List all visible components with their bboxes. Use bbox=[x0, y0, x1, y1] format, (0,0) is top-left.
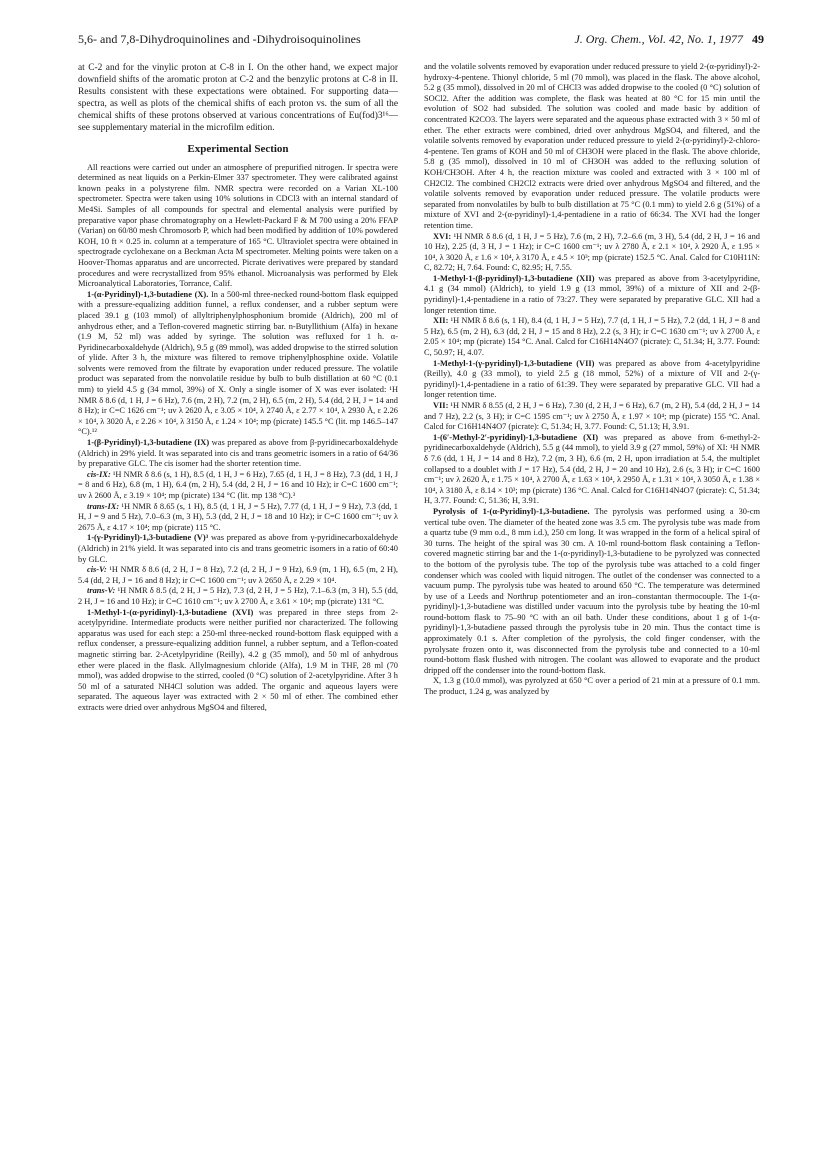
xvi-data-paragraph bbox=[424, 232, 760, 274]
pyrolysis-body: The pyrolysis was performed using a 30-cm vertical tube oven. The diameter of the heated zone was 3.5 cm. The pyrolysis tube was made from a quartz tube (9 mm o.d., 8 mm i.d.), 250 cm long. It was wrapped in the form of a helical spiral of 30 turns. The height of the spiral was 30 cm. A 10-ml round-bottom flask containing a Teflon-covered magnetic stirring bar and the 1-(α-pyridinyl)-1,3-butadiene to be pyrolyzed was connected to the bottom of the pyrolysis tube. The top of the pyrolysis tube was attached to a cold finger condenser which was cooled with liquid nitrogen. The outlet of the condenser was connected to a vacuum pump. The pyrolysis tube was heated to around 650 °C. The temperature was determined by use of a Leeds and Northrup potentiometer and an iron–constantan thermocouple. The 1-(α-pyridinyl)-1,3-butadiene was distilled under vacuum into the pyrolysis tube by heating the 10-ml round-bottom flask to 75–90 °C with an oil bath. Under these conditions, about 1 g of 1-(α-pyridinyl)-1,3-butadiene passed through the pyrolysis tube in 20 min. Thus the contact time is approximately 0.1 s. After completion of the pyrolysis, the cold finger condenser, with the pyrolysate frozen onto it, was disconnected from the pyrolysis tube and connected to a 10-ml round-bottom flask flushed with nitrogen. The coolant was allowed to evaporate and the product dripped off the condenser into the round-bottom flask. bbox=[424, 506, 760, 675]
vii-data-paragraph bbox=[424, 401, 760, 433]
running-title: 5,6- and 7,8-Dihydroquinolines and -Dihydroisoquinolines bbox=[78, 32, 361, 46]
compound-x-title: 1-(α-Pyridinyl)-1,3-butadiene (X). bbox=[87, 289, 209, 299]
xii-data-body: ¹H NMR δ 8.6 (s, 1 H), 8.4 (d, 1 H, J = 5 Hz), 7.7 (d, 1 H, J = 5 Hz), 7.2 (dd, 1 H, J = 8 and 5 Hz), 6.5 (m, 2 H), 6.3 (dd, 2 H, J = 15 and 8 Hz), 2.2 (s, 3 H); ir C=C 1630 cm⁻¹; uv λ 2700 Å, ε 2.05 × 10⁴; mp (picrate) 154 °C. Anal. Calcd for C16H14N4O7 (picrate): C, 51.34; H, 3.77. Found: C, 50.97; H, 4.07. bbox=[424, 316, 760, 358]
compound-ix-body: was prepared as above from β-pyridinecarboxaldehyde (Aldrich) in 29% yield. It was separated into cis and trans geometric isomers in a ratio of 64/36 by preparative GLC. The cis isomer had the shorter retention time. bbox=[78, 438, 398, 469]
trans-v-body: ¹H NMR δ 8.5 (d, 2 H, J = 5 Hz), 7.3 (d, 2 H, J = 5 Hz), 7.1–6.3 (m, 3 H), 5.5 (dd, 2 H, J = 16 and 10 Hz); ir C=C 1610 cm⁻¹; uv λ 2700 Å, ε 3.61 × 10⁴; mp (picrate) 131 °C. bbox=[78, 586, 398, 606]
compound-xii-title: 1-Methyl-1-(β-pyridinyl)-1,3-butadiene (XII) bbox=[433, 273, 595, 283]
cis-ix-title: cis-IX: bbox=[87, 469, 111, 479]
compound-vii-paragraph bbox=[424, 359, 760, 401]
trans-ix-title: trans-IX: bbox=[87, 501, 120, 511]
compound-vii-body: was prepared as above from 4-acetylpyridine (Reilly), 4.0 g (33 mmol), to yield 2.5 g (18 mmol, 52%) of a mixture of VII and 2-(γ-pyridinyl)-1,4-pentadiene in a ratio of 61:39. They were separated by preparative GLC. VII had a longer retention time. bbox=[424, 358, 760, 400]
compound-ix-title: 1-(β-Pyridinyl)-1,3-butadiene (IX) bbox=[87, 438, 210, 448]
vii-data-body: ¹H NMR δ 8.55 (d, 2 H, J = 6 Hz), 7.30 (d, 2 H, J = 6 Hz), 6.7 (m, 2 H), 5.4 (dd, 2 H, J = 14 and 7 Hz), 2.2 (s, 3 H); ir C=C 1595 cm⁻¹; uv λ 2750 Å, ε 1.97 × 10⁴; mp (picrate) 155 °C. Anal. Calcd for C16H14N4O7 (picrate): C, 51.34; H, 3.77. Found: C, 51.13; H, 3.91. bbox=[424, 401, 760, 432]
vii-data-title: VII: bbox=[433, 401, 449, 410]
trans-ix-paragraph bbox=[78, 502, 398, 534]
cis-ix-body: ¹H NMR δ 8.6 (s, 1 H), 8.5 (d, 1 H, J = 6 Hz), 7.65 (d, 1 H, J = 8 Hz), 7.3 (dd, 1 H, J = 8 and 6 Hz), 6.8 (m, 1 H), 6.4 (m, 2 H), 5.4 (dd, 2 H, J = 16 and 10 Hz); ir C=C 1600 cm⁻¹; uv λ 2600 Å, ε 3.19 × 10⁴; mp (picrate) 134 °C (lit. mp 138 °C).³ bbox=[78, 469, 398, 500]
compound-xvi-title: 1-Methyl-1-(α-pyridinyl)-1,3-butadiene (XVI) bbox=[87, 607, 254, 617]
general-methods-paragraph: All reactions were carried out under an atmosphere of prepurified nitrogen. Ir spectra were determined as neat liquids on a Perkin-Elmer 337 spectrometer. They were calibrated against known peaks in a polystyrene film. NMR spectra were recorded on a Varian XL-100 spectrometer. Spectra were taken using 10% solutions in CDCl3 with an internal standard of Me4Si. Samples of all compounds for spectral and elemental analysis were purified by preparative vapor phase chromatography on a Hewlett-Packard F & M 700 using a 20% FFAP (Varian) on 60/80 mesh Chromosorb P, which had been modified by addition of 10% powdered KOH, 10 ft × 0.25 in. column at a temperature of 165 °C. Ultraviolet spectra were obtained in spectrograde cyclohexane on a Beckman Acta M spectrometer. Melting points were taken on a Hoover-Thomas apparatus and are uncorrected. Picrate derivatives were prepared by standard procedures and were recrystallized from 95% ethanol. Microanalysis was performed by Elek Microanalytical Laboratories, Torrance, Calif. bbox=[78, 162, 398, 289]
right-column bbox=[424, 62, 760, 1137]
page-header bbox=[78, 32, 764, 48]
journal-name: J. Org. Chem., Vol. 42, No. 1, 1977 bbox=[574, 32, 743, 46]
compound-xi-body: was prepared as above from 6-methyl-2-pyridinecarboxaldehyde (Aldrich), 5.5 g (44 mmol), to yield 3.9 g (27 mmol, 59%) of XI: ¹H NMR δ 7.6 (dd, 1 H, J = 14 and 8 Hz), 7.2 (m, 3 H), 6.6 (m, 2 H, upon irradiation at 5.4, the multiplet collapsed to a doublet with J = 17 Hz), 5.4 (dd, 2 H, J = 20 and 10 Hz), 2.6 (s, 3 H); ir C=C 1600 cm⁻¹; uv λ 2620 Å, ε 1.75 × 10⁴, λ 2700 Å, ε 1.63 × 10⁴, λ 2950 Å, ε 1.31 × 10⁴, λ 3050 Å, ε 1.38 × 10⁴, λ 3180 Å, ε 8.14 × 10³; mp (picrate) 136 °C. Anal. Calcd for C16H14N4O7 (picrate): C, 51.34; H, 3.77. Found: C, 51.36; H, 3.91. bbox=[424, 432, 760, 506]
xii-data-title: XII: bbox=[433, 316, 449, 326]
compound-xii-body: was prepared as above from 3-acetylpyridine, 4.1 g (34 mmol) (Aldrich), to yield 1.9 g (13 mmol, 39%) of a mixture of XII and 2-(β-pyridinyl)-1,4-pentadiene in a ratio of 73:27. They were separated by preparative GLC. XII had a longer retention time. bbox=[424, 273, 760, 315]
trans-ix-body: ¹H NMR δ 8.65 (s, 1 H), 8.5 (d, 1 H, J = 5 Hz), 7.77 (d, 1 H, J = 9 Hz), 7.3 (dd, 1 H, J = 9 and 5 Hz), 7.0–6.3 (m, 3 H), 5.3 (dd, 2 H, J = 18 and 10 Hz); ir C=C 1600 cm⁻¹; uv λ 2675 Å, ε 4.17 × 10⁴; mp (picrate) 115 °C. bbox=[78, 501, 398, 532]
compound-xi-paragraph bbox=[424, 433, 760, 507]
compound-v-title: 1-(γ-Pyridinyl)-1,3-butadiene (V)³ bbox=[87, 533, 209, 543]
cis-ix-paragraph bbox=[78, 470, 398, 502]
intro-paragraph: at C-2 and for the vinylic proton at C-8 in I. On the other hand, we expect major downfield shifts of the aromatic proton at C-2 and the benzylic protons at C-8 in II. Results consistent with these expectations were obtained. For supporting data—spectra, as well as plots of the chemical shifts of each proton vs. the sum of all the chemical shifts of these protons observed at various concentrations of Eu(fod)3¹⁶—see supplementary material in the microfilm edition. bbox=[78, 63, 398, 133]
trans-v-title: trans-V: bbox=[87, 586, 116, 596]
xvi-continuation-paragraph: and the volatile solvents removed by evaporation under reduced pressure to yield 2-(α-pyridinyl)-2-hydroxy-4-pentene. Thionyl chloride, 5 ml (70 mmol), was placed in the flask. The above alcohol, 5.2 g (35 mmol), dissolved in 20 ml of CHCl3 was added dropwise to the cooled (0 °C) solution of SOCl2. After the addition was complete, the flask was heated at 80 °C for 15 min until the evolution of SO2 had subsided. The solution was cooled and made basic by addition of concentrated K2CO3. The layers were separated and the aqueous phase extracted with 3 × 50 ml of ether. The ether extracts were combined, dried over anhydrous MgSO4, and filtered, and the volatile solvents removed by evaporation under reduced pressure to yield 2-(α-pyridinyl)-2-chloro-4-pentene. Ten grams of KOH and 50 ml of CH3OH were placed in the flask. The above chloride, 5.8 g (35 mmol), dissolved in 10 ml of CH3OH was added to the refluxing solution of KOH/CH3OH. After 4 h, the reaction mixture was cooled and extracted with 3 × 100 ml of CH2Cl2. The combined CH2Cl2 extracts were dried over anhydrous MgSO4 and filtered, and the volatile solvents removed by evaporation under reduced pressure. The volatile products were separated from nonvolatiles by bulb to bulb distillation at 75 °C (0.1 mm) to yield 2.6 g (51%) of a mixture of XVI and 2-(α-pyridinyl)-1,4-pentadiene in a ratio of 66:34. The XVI had the longer retention time. bbox=[424, 62, 760, 230]
final-paragraph: X, 1.3 g (10.0 mmol), was pyrolyzed at 650 °C over a period of 21 min at a pressure of 0.1 mm. The product, 1.24 g, was analyzed by bbox=[424, 676, 760, 697]
xii-data-paragraph bbox=[424, 316, 760, 358]
compound-xi-title: 1-(6′-Methyl-2′-pyridinyl)-1,3-butadiene (XI) bbox=[433, 432, 599, 442]
journal-citation bbox=[574, 32, 764, 47]
trans-v-paragraph bbox=[78, 586, 398, 607]
xvi-data-body: ¹H NMR δ 8.6 (d, 1 H, J = 5 Hz), 7.6 (m, 2 H), 7.2–6.6 (m, 3 H), 5.4 (dd, 2 H, J = 16 and 10 Hz), 2.25 (d, 3 H, J = 1 Hz); ir C=C 1600 cm⁻¹; uv λ 2780 Å, ε 2.1 × 10⁴, λ 2920 Å, ε 1.95 × 10⁴, λ 3020 Å, ε 1.6 × 10⁴, λ 3170 Å, ε 4.5 × 10³; mp (picrate) 152.5 °C. Anal. Calcd for C10H11N: C, 82.72; H, 7.64. Found: C, 82.95; H, 7.55. bbox=[424, 231, 760, 273]
section-heading: Experimental Section bbox=[187, 143, 289, 155]
cis-v-title: cis-V: bbox=[87, 565, 107, 575]
compound-xii-paragraph bbox=[424, 274, 760, 316]
compound-vii-title: 1-Methyl-1-(γ-pyridinyl)-1,3-butadiene (VII) bbox=[433, 358, 595, 368]
compound-x-body: In a 500-ml three-necked round-bottom flask equipped with a pressure-equalizing addition funnel, a reflux condenser, and a rubber septum were placed 39.1 g (103 mmol) of allyltriphenylphosphonium bromide (Aldrich), 200 ml of anhydrous ether, and a Teflon-covered magnetic stirring bar. n-Butyllithium (Alfa) in hexane (1.9 M, 52 ml) was added by syringe. The solution was refluxed for 1 h. α-Pyridinecarboxaldehyde (Aldrich), 9.5 g (89 mmol), was added dropwise to the stirred solution of ylide. After 3 h, the mixture was filtered to remove triphenylphosphine oxide. Volatile solvents were removed from the filtrate by evaporation under reduced pressure. The volatile product was separated from the nonvolatile residue by bulb to bulb distillation at 60 °C (0.1 mm) to yield 4.5 g (34 mmol, 39%) of X. Only a single isomer of X was ever isolated: ¹H NMR δ 8.6 (d, 1 H, J = 6 Hz), 7.6 (m, 2 H), 7.2 (m, 2 H), 6.5 (m, 2 H), 5.4 (dd, 2 H, J = 14 and 8 Hz); ir C=C 1626 cm⁻¹; uv λ 2620 Å, ε 3.05 × 10⁴, λ 2740 Å, ε 2.77 × 10⁴, λ 2930 Å, ε 2.26 × 10⁴, λ 3020 Å, ε 2.26 × 10⁴, λ 3150 Å, ε 1.24 × 10⁴; mp (picrate) 145.5 °C (lit. mp 146.5–147 °C).¹² bbox=[78, 289, 398, 437]
compound-xvi-paragraph bbox=[78, 608, 398, 714]
compound-v-paragraph bbox=[78, 533, 398, 565]
pyrolysis-paragraph bbox=[424, 507, 760, 677]
page-number: 49 bbox=[752, 32, 764, 46]
cis-v-paragraph bbox=[78, 565, 398, 586]
compound-xvi-body: was prepared in three steps from 2-acetylpyridine. Intermediate products were neither purified nor characterized. The following apparatus was used for each step: a 250-ml three-necked round-bottom flask equipped with a reflux condenser, a pressure-equalizing addition funnel, a rubber septum, and a Teflon-coated magnetic stirring bar. 2-Acetylpyridine (Reilly), 4.2 g (35 mmol), and 50 ml of anhydrous ether were placed in the flask. Allylmagnesium chloride (Alfa), 1.9 M in THF, 28 ml (70 mmol), was added dropwise to the stirred, cooled (0 °C) solution of 2-acetylpyridine. After 3 h 50 ml of a saturated NH4Cl solution was added. The organic and aqueous layers were separated. The aqueous layer was extracted with 2 × 50 ml of ether. The combined ether extracts were dried over anhydrous MgSO4 and filtered, bbox=[78, 607, 398, 712]
compound-v-body: was prepared as above from γ-pyridinecarboxaldehyde (Aldrich) in 21% yield. It was separated into cis and trans geometric isomers in a ratio of 60:40 by GLC. bbox=[78, 533, 398, 564]
cis-v-body: ¹H NMR δ 8.6 (d, 2 H, J = 8 Hz), 7.2 (d, 2 H, J = 9 Hz), 6.9 (m, 1 H), 6.5 (m, 2 H), 5.4 (dd, 2 H, J = 16 and 8 Hz); ir C=C 1600 cm⁻¹; uv λ 2650 Å, ε 2.29 × 10⁴. bbox=[78, 565, 398, 585]
left-column bbox=[78, 62, 398, 1137]
compound-ix-paragraph bbox=[78, 438, 398, 470]
compound-x-paragraph bbox=[78, 290, 398, 438]
xvi-data-title: XVI: bbox=[433, 231, 452, 241]
pyrolysis-title: Pyrolysis of 1-(α-Pyridinyl)-1,3-butadiene. bbox=[433, 506, 590, 516]
